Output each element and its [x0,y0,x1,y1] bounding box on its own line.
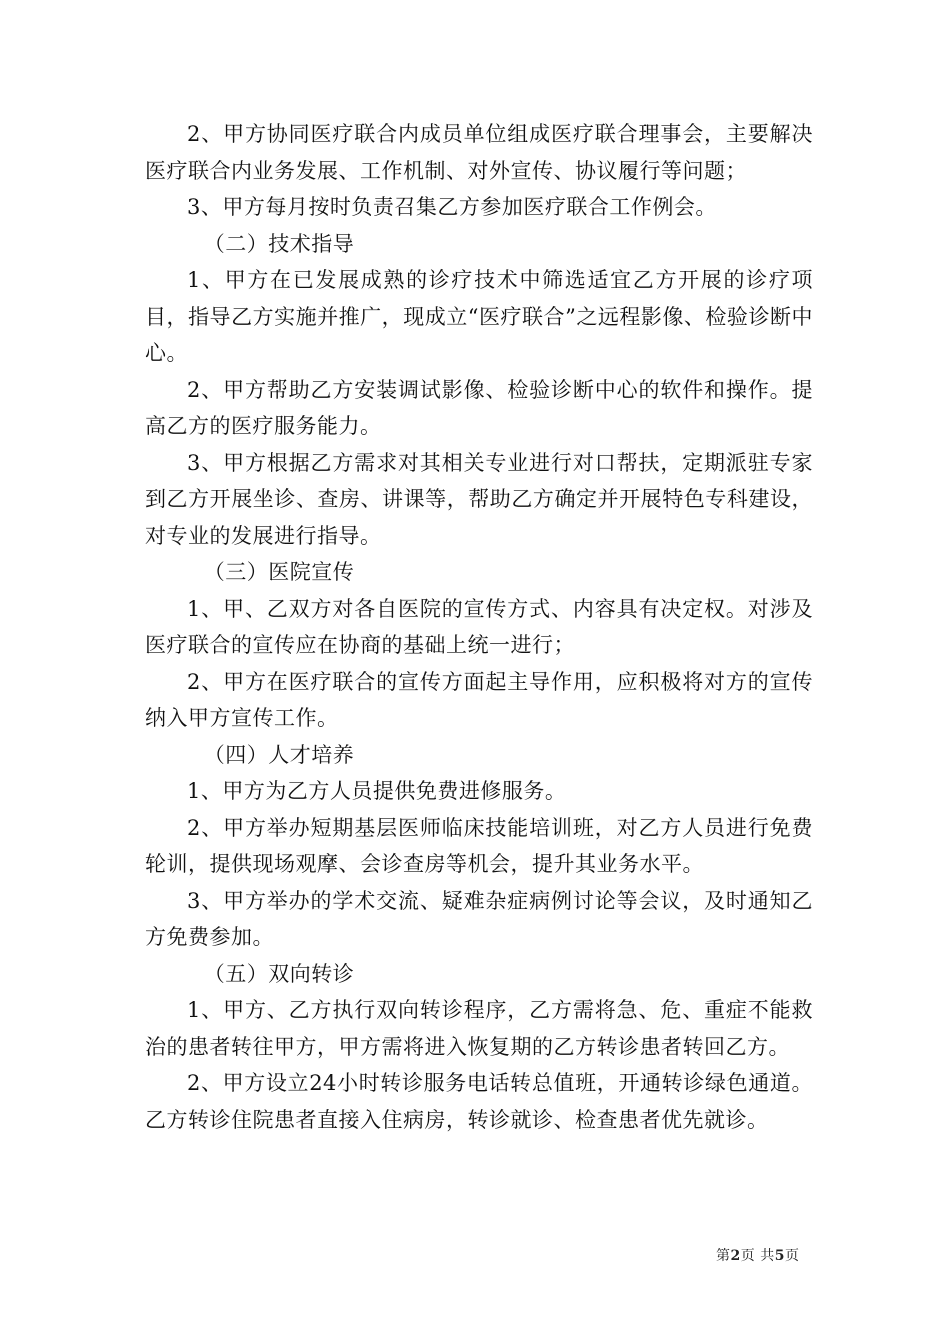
paragraph-4: 2、甲方帮助乙方安装调试影像、检验诊断中心的软件和操作。提高乙方的医疗服务能力。 [145,377,813,438]
paragraph-2: 3、甲方每月按时负责召集乙方参加医疗联合工作例会。 [187,195,717,219]
paragraph-7: 2、甲方在医疗联合的宣传方面起主导作用，应积极将对方的宣传纳入甲方宣传工作。 [145,669,813,730]
paragraph-9: 2、甲方举办短期基层医师临床技能培训班，对乙方人员进行免费轮训，提供现场观摩、会诊查房等机会，提升其业务水平。 [145,815,813,876]
page-footer [716,1247,799,1265]
paragraph-5: 3、甲方根据乙方需求对其相关专业进行对口帮扶，定期派驻专家到乙方开展坐诊、查房、讲课等，帮助乙方确定并开展特色专科建设，对专业的发展进行指导。 [145,450,813,548]
footer-prefix: 第 [716,1248,731,1264]
footer-middle: 页 共 [740,1248,775,1264]
section-heading-talent-training: （四）人才培养 [203,742,355,767]
document-body [145,116,813,1138]
section-heading-hospital-publicity: （三）医院宣传 [203,560,355,584]
paragraph-10: 3、甲方举办的学术交流、疑难杂症病例讨论等会议，及时通知乙方免费参加。 [145,888,813,949]
paragraph-3: 1、甲方在已发展成熟的诊疗技术中筛选适宜乙方开展的诊疗项目，指导乙方实施并推广，现成立“医疗联合”之远程影像、检验诊断中心。 [145,268,813,365]
paragraph-12: 2、甲方设立24小时转诊服务电话转总值班，开通转诊绿色通道。乙方转诊住院患者直接入住病房，转诊就诊、检查患者优先就诊。 [145,1071,813,1132]
section-heading-technical-guidance: （二）技术指导 [203,231,355,256]
section-heading-two-way-referral: （五）双向转诊 [203,961,355,986]
paragraph-6: 1、甲、乙双方对各自医院的宣传方式、内容具有决定权。对涉及医疗联合的宣传应在协商的基础上统一进行； [145,596,813,657]
paragraph-11: 1、甲方、乙方执行双向转诊程序，乙方需将急、危、重症不能救治的患者转往甲方，甲方需将进入恢复期的乙方转诊患者转回乙方。 [145,998,813,1059]
total-pages-number: 5 [774,1248,785,1264]
paragraph-1: 2、甲方协同医疗联合内成员单位组成医疗联合理事会，主要解决医疗联合内业务发展、工作机制、对外宣传、协议履行等问题； [145,122,813,183]
current-page-number: 2 [730,1248,741,1264]
paragraph-8: 1、甲方为乙方人员提供免费进修服务。 [187,779,567,803]
footer-suffix: 页 [784,1248,800,1264]
